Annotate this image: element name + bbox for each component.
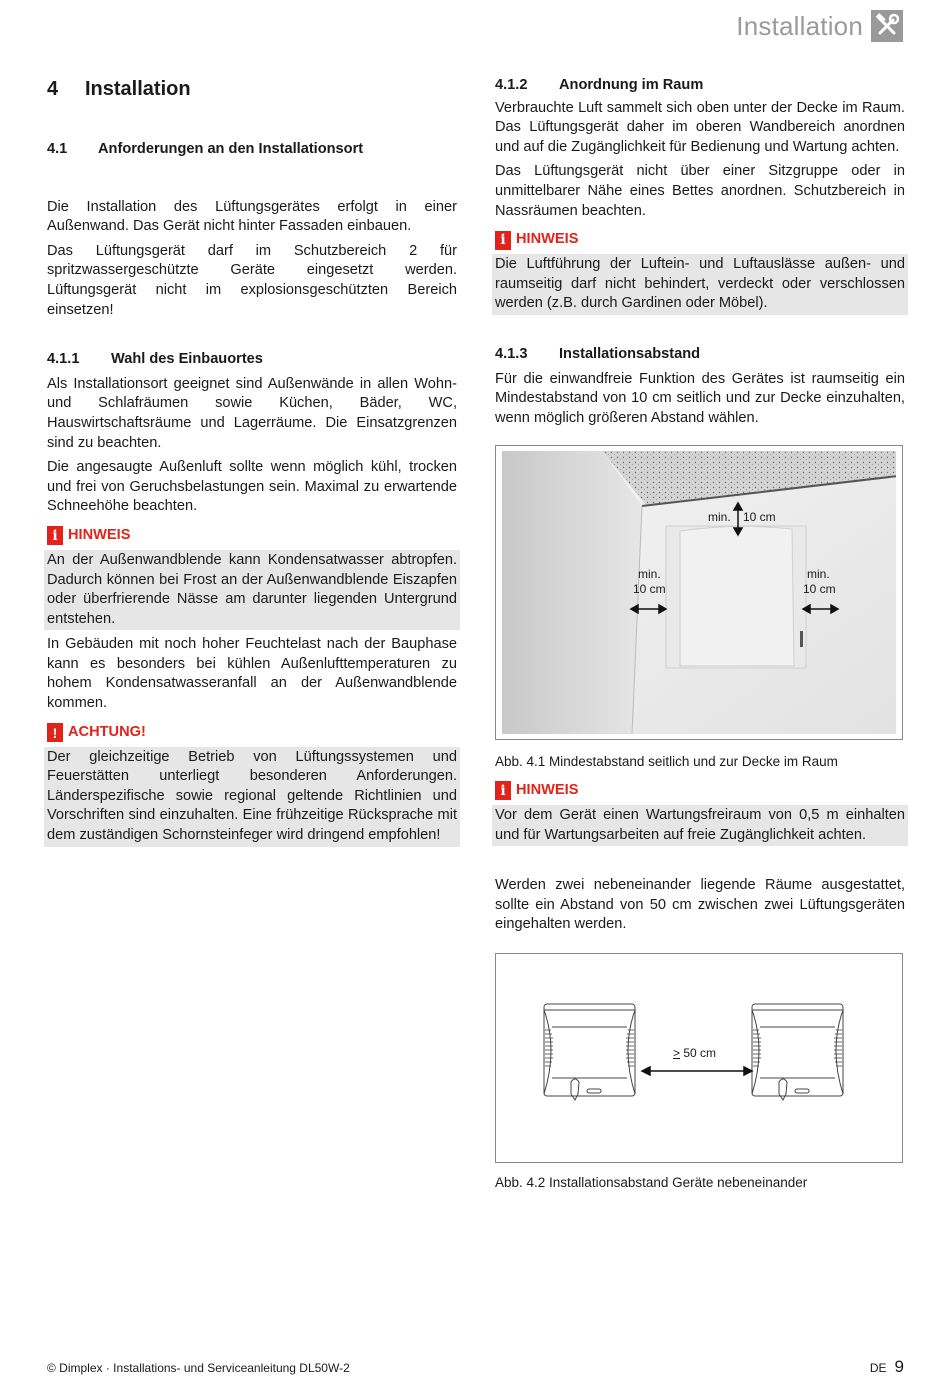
info-icon: i xyxy=(47,526,63,545)
notice-hinweis xyxy=(495,780,905,846)
section-number: 4.1.1 xyxy=(47,351,80,368)
notice-text: Die Luftführung der Luftein- und Luftauslässe außen- und raumseitig darf nicht behindert, verdeckt oder verschlossen werden (z.B. durch Gardinen oder Möbel). xyxy=(492,254,908,315)
figure-4-2-caption: Abb. 4.2 Installationsabstand Geräte nebeneinander xyxy=(495,1174,808,1190)
section-header-title: Installation xyxy=(736,11,863,41)
notice-header xyxy=(47,525,457,547)
figure-4-1-caption: Abb. 4.1 Mindestabstand seitlich und zur Decke im Raum xyxy=(495,754,838,770)
info-icon: i xyxy=(495,231,511,250)
device-right-drawing xyxy=(752,1004,843,1100)
paragraph: Das Lüftungsgerät darf im Schutzbereich 2 für spritzwassergeschützte Geräte eingesetzt werden. Lüftungsgerät nicht im explosionsgeschützten Bereich einsetzen! xyxy=(47,242,457,318)
paragraph: Werden zwei nebeneinander liegende Räume ausgestattet, sollte ein Abstand von 50 cm zwischen zwei Lüftungsgeräten eingehalten werden. xyxy=(495,877,905,933)
notice-achtung xyxy=(47,722,457,847)
paragraph: Die Installation des Lüftungsgerätes erfolgt in einer Außenwand. Das Gerät nicht hinter Fassaden einbauen. xyxy=(47,198,457,235)
tools-icon xyxy=(871,10,903,42)
section-title: Anforderungen an den Installationsort xyxy=(98,141,364,157)
warning-text: Der gleichzeitige Betrieb von Lüftungssystemen und Feuerstätten unterliegt besonderen Anforderungen. Länderspezifische sowie regional geltende Richtlinien und Vorschriften sind einzuhalten. Eine frühzeitige Rücksprache mit dem zuständigen Schornsteinfeger wird dringend empfohlen! xyxy=(44,747,460,847)
left-distance-label: 10 cm xyxy=(633,582,666,597)
notice-hinweis xyxy=(495,229,905,315)
right-distance-label: 10 cm xyxy=(803,582,836,597)
section-heading-4-1-3 xyxy=(495,345,905,365)
notice-label: HINWEIS xyxy=(68,527,131,544)
section-title: Wahl des Einbauortes xyxy=(111,351,263,368)
notice-label: HINWEIS xyxy=(516,231,579,248)
left-min-label: min. xyxy=(638,567,661,582)
footer-page-info xyxy=(870,1357,904,1377)
paragraph: Als Installationsort geeignet sind Außenwände in allen Wohn- und Schlafräumen sowie Küchen, Bäder, WC, Hauswirtschaftsräume und Lagerräume. Die Einsatzgrenzen sind zu beachten. xyxy=(47,375,457,451)
top-distance-label: 10 cm xyxy=(743,510,776,525)
installation-photo xyxy=(502,451,896,734)
notice-text: An der Außenwandblende kann Kondensatwasser abtropfen. Dadurch können bei Frost an der Außenwandblende Eiszapfen oder überfrierende Nässe am darunter liegenden Untergrund entstehen. xyxy=(44,550,460,630)
notice-label: HINWEIS xyxy=(516,782,579,799)
chapter-title: Installation xyxy=(85,78,191,100)
paragraph: Das Lüftungsgerät nicht über einer Sitzgruppe oder in unmittelbarer Nähe eines Bettes anordnen. Schutzbereich in Nassräumen beachten. xyxy=(495,163,905,219)
paragraph: Die angesaugte Außenluft sollte wenn möglich kühl, trocken und frei von Geruchsbelastungen sein. Maximal zu erwartende Schneehöhe beachten. xyxy=(47,459,457,515)
info-icon: i xyxy=(495,781,511,800)
figure-4-1-photo xyxy=(495,445,903,740)
ge-symbol: > xyxy=(673,1045,681,1060)
section-heading-4-1-1 xyxy=(47,350,457,370)
paragraph: Verbrauchte Luft sammelt sich oben unter der Decke im Raum. Das Lüftungsgerät daher im oberen Wandbereich anordnen und auf die Zugänglichkeit für Bedienung und Wartung achten. xyxy=(495,99,905,155)
distance-arrow xyxy=(642,1067,752,1075)
warning-icon: ! xyxy=(47,723,63,742)
notice-header xyxy=(495,780,905,802)
paragraph: In Gebäuden mit noch hoher Feuchtelast nach der Bauphase kann es besonders bei kühlen Außenlufttemperaturen zu hohem Kondensatwasseranfall an der Außenwandblende kommen. xyxy=(47,636,457,712)
device-left-drawing xyxy=(544,1004,635,1100)
warning-label: ACHTUNG! xyxy=(68,723,146,740)
page-number: 9 xyxy=(894,1357,904,1376)
figure-4-2-drawing xyxy=(495,953,903,1163)
section-title: Anordnung im Raum xyxy=(559,77,704,93)
right-min-label: min. xyxy=(807,567,830,582)
section-title: Installationsabstand xyxy=(559,345,701,362)
section-heading-4-1-2 xyxy=(495,76,905,96)
footer-language: DE xyxy=(869,1361,887,1375)
notice-hinweis xyxy=(47,525,457,630)
paragraph: Für die einwandfreie Funktion des Gerätes ist raumseitig ein Mindestabstand von 10 cm seitlich und zur Decke einzuhalten, wenn möglich größeren Abstand wählen. xyxy=(495,370,905,426)
section-number: 4.1.3 xyxy=(495,345,528,362)
footer-document-title: © Dimplex · Installations- und Serviceanleitung DL50W-2 xyxy=(47,1361,350,1375)
distance-value: 50 cm xyxy=(680,1045,717,1060)
notice-text: Vor dem Gerät einen Wartungsfreiraum von 0,5 m einhalten und für Wartungsarbeiten auf freie Zugänglichkeit achten. xyxy=(492,805,908,846)
notice-header xyxy=(495,229,905,251)
warning-header xyxy=(47,722,457,744)
dimension-arrows xyxy=(502,451,896,734)
left-column xyxy=(47,76,457,847)
distance-label xyxy=(673,1044,716,1064)
section-number: 4.1.2 xyxy=(495,77,528,93)
right-column xyxy=(495,76,905,1192)
section-number: 4.1 xyxy=(47,141,68,157)
chapter-number: 4 xyxy=(47,78,59,100)
top-min-label: min. xyxy=(708,510,731,525)
section-heading-4-1 xyxy=(47,140,457,160)
page-header xyxy=(736,10,903,42)
chapter-heading xyxy=(47,76,457,102)
